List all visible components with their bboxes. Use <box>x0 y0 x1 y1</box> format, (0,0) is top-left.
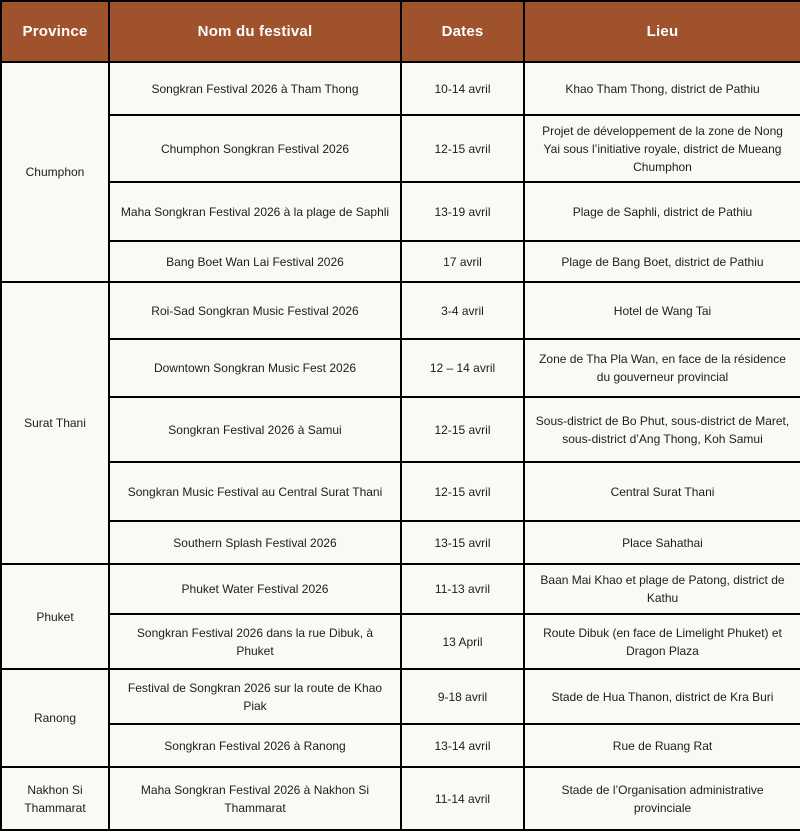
festival-name-cell: Songkran Festival 2026 à Samui <box>109 397 401 462</box>
festival-name-cell: Southern Splash Festival 2026 <box>109 521 401 564</box>
festival-name-cell: Songkran Festival 2026 à Tham Thong <box>109 62 401 115</box>
province-cell-nakhon-si-thammarat: Nakhon Si Thammarat <box>1 767 109 830</box>
col-header-province: Province <box>1 1 109 62</box>
table-row <box>1 182 800 241</box>
col-header-lieu: Lieu <box>524 1 800 62</box>
table-row <box>1 614 800 669</box>
lieu-cell: Zone de Tha Pla Wan, en face de la résidence du gouverneur provincial <box>524 339 800 397</box>
table-row <box>1 669 800 724</box>
dates-cell: 10-14 avril <box>401 62 524 115</box>
dates-cell: 12 – 14 avril <box>401 339 524 397</box>
festival-name-cell: Songkran Festival 2026 à Ranong <box>109 724 401 767</box>
festival-name-cell: Festival de Songkran 2026 sur la route de Khao Piak <box>109 669 401 724</box>
province-cell-surat-thani: Surat Thani <box>1 282 109 564</box>
province-cell-phuket: Phuket <box>1 564 109 669</box>
table-row <box>1 115 800 182</box>
dates-cell: 9-18 avril <box>401 669 524 724</box>
festival-name-cell: Chumphon Songkran Festival 2026 <box>109 115 401 182</box>
lieu-cell: Route Dibuk (en face de Limelight Phuket) et Dragon Plaza <box>524 614 800 669</box>
province-cell-ranong: Ranong <box>1 669 109 767</box>
lieu-cell: Plage de Bang Boet, district de Pathiu <box>524 241 800 282</box>
lieu-cell: Baan Mai Khao et plage de Patong, district de Kathu <box>524 564 800 614</box>
festival-name-cell: Phuket Water Festival 2026 <box>109 564 401 614</box>
lieu-cell: Khao Tham Thong, district de Pathiu <box>524 62 800 115</box>
festival-name-cell: Songkran Festival 2026 dans la rue Dibuk, à Phuket <box>109 614 401 669</box>
dates-cell: 11-13 avril <box>401 564 524 614</box>
dates-cell: 3-4 avril <box>401 282 524 339</box>
festival-name-cell: Songkran Music Festival au Central Surat Thani <box>109 462 401 521</box>
lieu-cell: Plage de Saphli, district de Pathiu <box>524 182 800 241</box>
festival-name-cell: Downtown Songkran Music Fest 2026 <box>109 339 401 397</box>
dates-cell: 13 April <box>401 614 524 669</box>
table-row <box>1 282 800 339</box>
lieu-cell: Projet de développement de la zone de Nong Yai sous l’initiative royale, district de Mueang Chumphon <box>524 115 800 182</box>
table-row <box>1 767 800 830</box>
province-cell-chumphon: Chumphon <box>1 62 109 282</box>
lieu-cell: Central Surat Thani <box>524 462 800 521</box>
dates-cell: 13-19 avril <box>401 182 524 241</box>
festival-name-cell: Bang Boet Wan Lai Festival 2026 <box>109 241 401 282</box>
festival-name-cell: Maha Songkran Festival 2026 à la plage de Saphli <box>109 182 401 241</box>
lieu-cell: Stade de l’Organisation administrative provinciale <box>524 767 800 830</box>
festival-name-cell: Roi-Sad Songkran Music Festival 2026 <box>109 282 401 339</box>
table-row <box>1 397 800 462</box>
header-row <box>1 1 800 62</box>
dates-cell: 17 avril <box>401 241 524 282</box>
dates-cell: 11-14 avril <box>401 767 524 830</box>
lieu-cell: Sous-district de Bo Phut, sous-district de Maret, sous-district d’Ang Thong, Koh Samui <box>524 397 800 462</box>
dates-cell: 13-14 avril <box>401 724 524 767</box>
table-row <box>1 462 800 521</box>
lieu-cell: Hotel de Wang Tai <box>524 282 800 339</box>
festival-name-cell: Maha Songkran Festival 2026 à Nakhon Si Thammarat <box>109 767 401 830</box>
lieu-cell: Place Sahathai <box>524 521 800 564</box>
dates-cell: 12-15 avril <box>401 397 524 462</box>
table-row <box>1 521 800 564</box>
table-row <box>1 724 800 767</box>
col-header-dates: Dates <box>401 1 524 62</box>
table-row <box>1 339 800 397</box>
table-row <box>1 564 800 614</box>
dates-cell: 12-15 avril <box>401 115 524 182</box>
table-row <box>1 241 800 282</box>
lieu-cell: Rue de Ruang Rat <box>524 724 800 767</box>
dates-cell: 12-15 avril <box>401 462 524 521</box>
col-header-festival-name: Nom du festival <box>109 1 401 62</box>
table-row <box>1 62 800 115</box>
dates-cell: 13-15 avril <box>401 521 524 564</box>
lieu-cell: Stade de Hua Thanon, district de Kra Buri <box>524 669 800 724</box>
